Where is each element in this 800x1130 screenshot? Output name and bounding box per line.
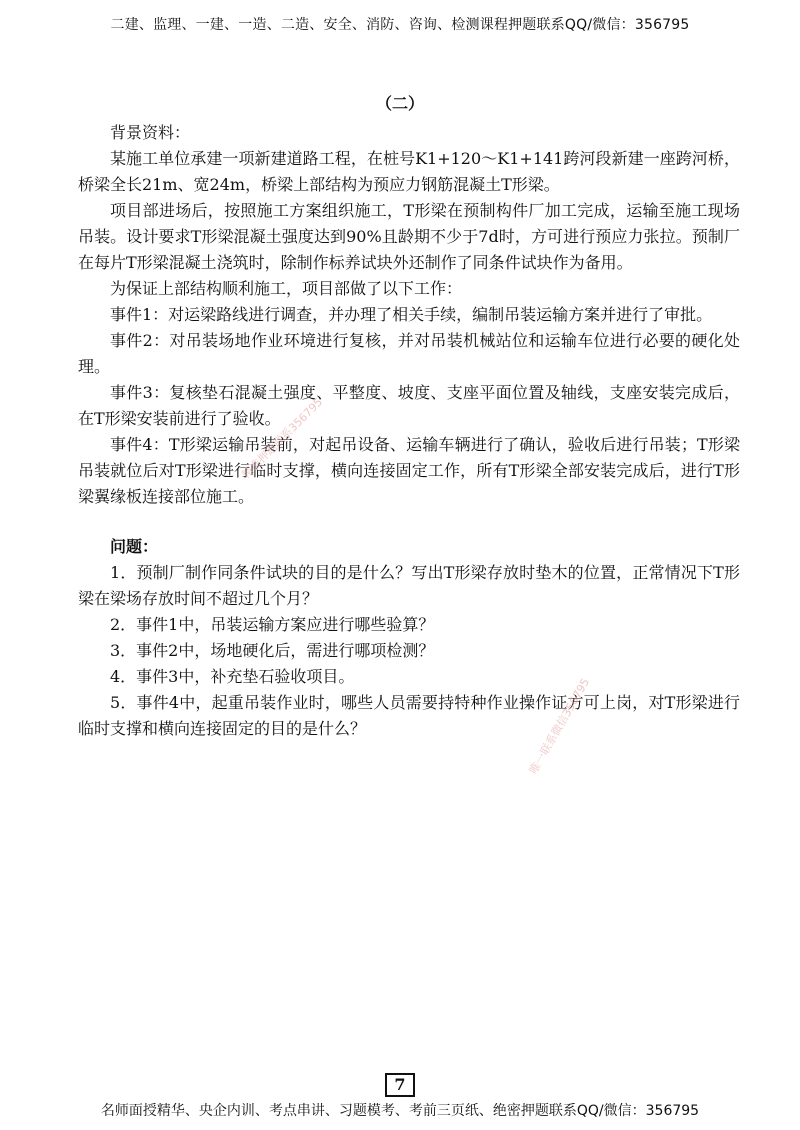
background-paragraph: 为保证上部结构顺利施工，项目部做了以下工作： <box>110 279 463 298</box>
header-contact-text: 二建、监理、一建、一造、二造、安全、消防、咨询、检测课程押题联系QQ/微信：356795 <box>110 17 690 33</box>
page-number: 7 <box>385 1073 415 1097</box>
event-2-paragraph: 事件2：对吊装场地作业环境进行复核，并对吊装机械站位和运输车位进行必要的硬化处理。 <box>78 331 740 376</box>
question-item: 3．事件2中，场地硬化后，需进行哪项检测？ <box>110 641 435 660</box>
document-body <box>78 120 740 742</box>
watermark-text: 精准押题联系356795 <box>239 395 326 482</box>
background-paragraph: 某施工单位承建一项新建道路工程，在桩号K1+120～K1+141跨河段新建一座跨河桥，桥梁全长21m、宽24m，桥梁上部结构为预应力钢筋混凝土T形梁。 <box>78 149 740 194</box>
question-item: 2．事件1中，吊装运输方案应进行哪些验算？ <box>110 615 435 634</box>
question-item: 1．预制厂制作同条件试块的目的是什么？写出T形梁存放时垫木的位置，正常情况下T形梁在梁场存放时间不超过几个月？ <box>78 563 740 608</box>
footer-contact-text: 名师面授精华、央企内训、考点串讲、习题模考、考前三页纸、绝密押题联系QQ/微信：356795 <box>100 1103 700 1119</box>
section-gap <box>78 510 740 534</box>
background-paragraph: 项目部进场后，按照施工方案组织施工，T形梁在预制构件厂加工完成，运输至施工现场吊装。设计要求T形梁混凝土强度达到90%且龄期不少于7d时，方可进行预应力张拉。预制厂在每片T形梁混凝土浇筑时，除制作标养试块外还制作了同条件试块作为备用。 <box>78 201 740 272</box>
event-1-paragraph: 事件1：对运梁路线进行调查，并办理了相关手续，编制吊装运输方案并进行了审批。 <box>110 305 713 324</box>
event-3-paragraph: 事件3：复核垫石混凝土强度、平整度、坡度、支座平面位置及轴线，支座安装完成后，在T形梁安装前进行了验收。 <box>78 383 740 428</box>
question-item: 5．事件4中，起重吊装作业时，哪些人员需要持特种作业操作证方可上岗，对T形梁进行临时支撑和横向连接固定的目的是什么？ <box>78 693 740 738</box>
watermark-text: 唯一联系微信356795 <box>526 676 593 777</box>
event-4-paragraph: 事件4：T形梁运输吊装前，对起吊设备、运输车辆进行了确认，验收后进行吊装；T形梁吊装就位后对T形梁进行临时支撑，横向连接固定工作，所有T形梁全部安装完成后，进行T形梁翼缘板连接部位施工。 <box>78 435 740 506</box>
questions-label: 问题： <box>110 537 159 556</box>
background-label: 背景资料： <box>110 123 191 142</box>
question-item: 4．事件3中，补充垫石验收项目。 <box>110 667 355 686</box>
section-number: （二） <box>375 94 424 113</box>
